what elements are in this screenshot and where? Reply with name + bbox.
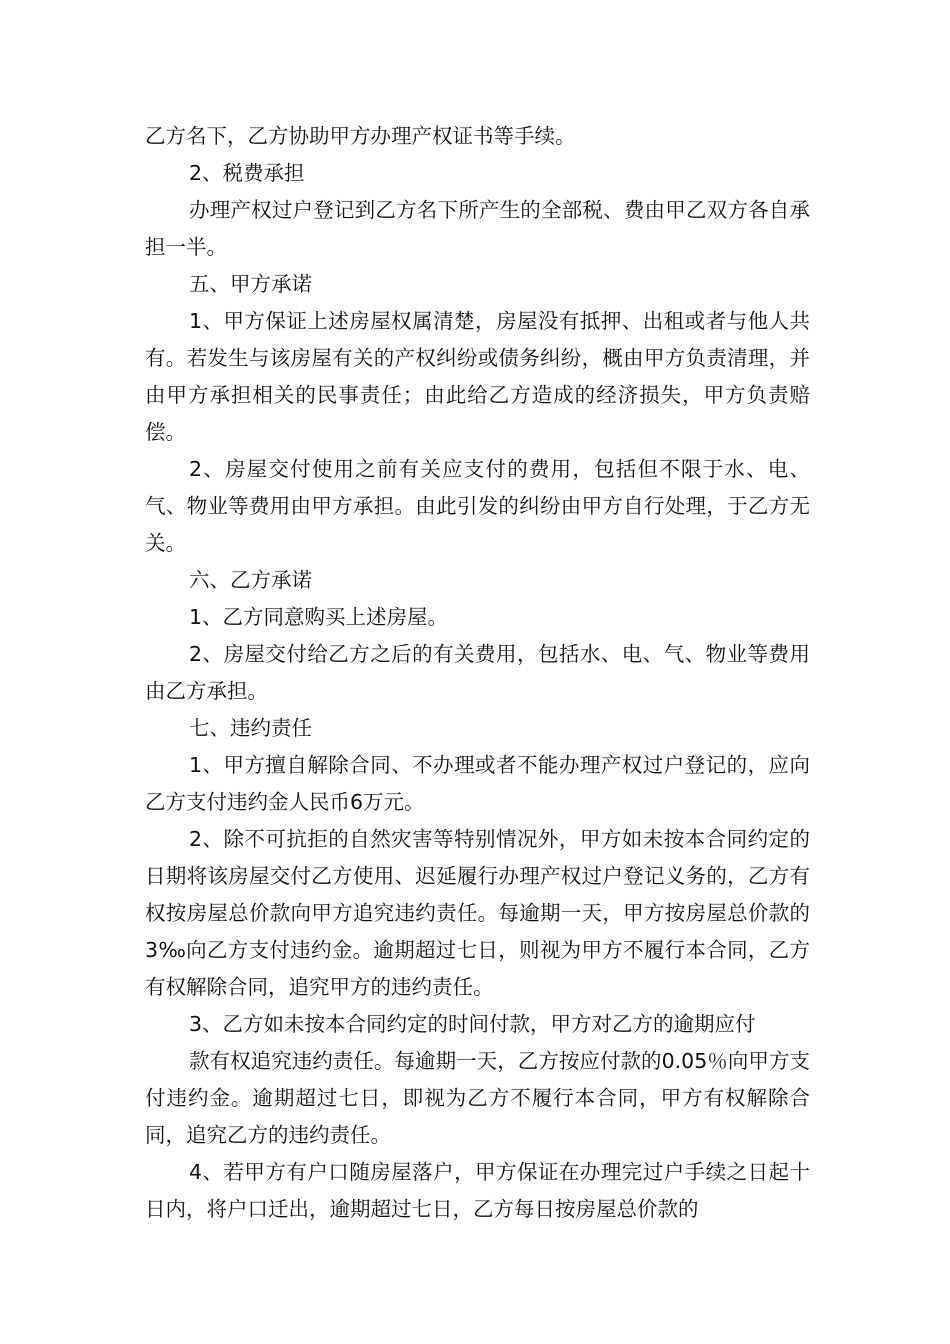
heading-tax-burden: 2、税费承担 <box>189 161 305 185</box>
paragraph-breach-3-line-1: 3、乙方如未按本合同约定的时间付款，甲方对乙方的逾期应付 <box>189 1012 756 1036</box>
paragraph-breach-3-continued: 款有权追究违约责任。每逾期一天，乙方按应付款的0.05％向甲方支付违约金。逾期超过七日，即视为乙方不履行本合同，甲方有权解除合同，追究乙方的违约责任。 <box>145 1049 810 1147</box>
heading-breach-liability: 七、违约责任 <box>189 716 312 740</box>
paragraph-breach-4: 4、若甲方有户口随房屋落户，甲方保证在办理完过户手续之日起十日内，将户口迁出，逾期超过七日，乙方每日按房屋总价款的 <box>145 1160 810 1221</box>
paragraph-party-a-commitment-2: 2、房屋交付使用之前有关应支付的费用，包括但不限于水、电、气、物业等费用由甲方承担。由此引发的纠纷由甲方自行处理，于乙方无关。 <box>145 457 810 555</box>
paragraph-breach-2: 2、除不可抗拒的自然灾害等特别情况外，甲方如未按本合同约定的日期将该房屋交付乙方使用、迟延履行办理产权过户登记义务的，乙方有权按房屋总价款向甲方追究违约责任。每逾期一天，甲方按房屋总价款的3‰向乙方支付违约金。逾期超过七日，则视为甲方不履行本合同，乙方有权解除合同，追究甲方的违约责任。 <box>145 827 810 999</box>
paragraph-tax-split: 办理产权过户登记到乙方名下所产生的全部税、费由甲乙双方各自承担一半。 <box>145 198 810 259</box>
paragraph-transfer-assist: 乙方名下，乙方协助甲方办理产权证书等手续。 <box>145 124 576 148</box>
document-body <box>145 118 810 1228</box>
heading-party-a-commitments: 五、甲方承诺 <box>189 272 312 296</box>
paragraph-breach-1: 1、甲方擅自解除合同、不办理或者不能办理产权过户登记的，应向乙方支付违约金人民币6万元。 <box>145 753 810 814</box>
heading-party-b-commitments: 六、乙方承诺 <box>189 568 312 592</box>
paragraph-party-b-commitment-1: 1、乙方同意购买上述房屋。 <box>189 605 449 629</box>
paragraph-party-a-commitment-1: 1、甲方保证上述房屋权属清楚，房屋没有抵押、出租或者与他人共有。若发生与该房屋有关的产权纠纷或债务纠纷，概由甲方负责清理，并由甲方承担相关的民事责任；由此给乙方造成的经济损失，甲方负责赔偿。 <box>145 309 810 444</box>
paragraph-party-b-commitment-2: 2、房屋交付给乙方之后的有关费用，包括水、电、气、物业等费用由乙方承担。 <box>145 642 810 703</box>
